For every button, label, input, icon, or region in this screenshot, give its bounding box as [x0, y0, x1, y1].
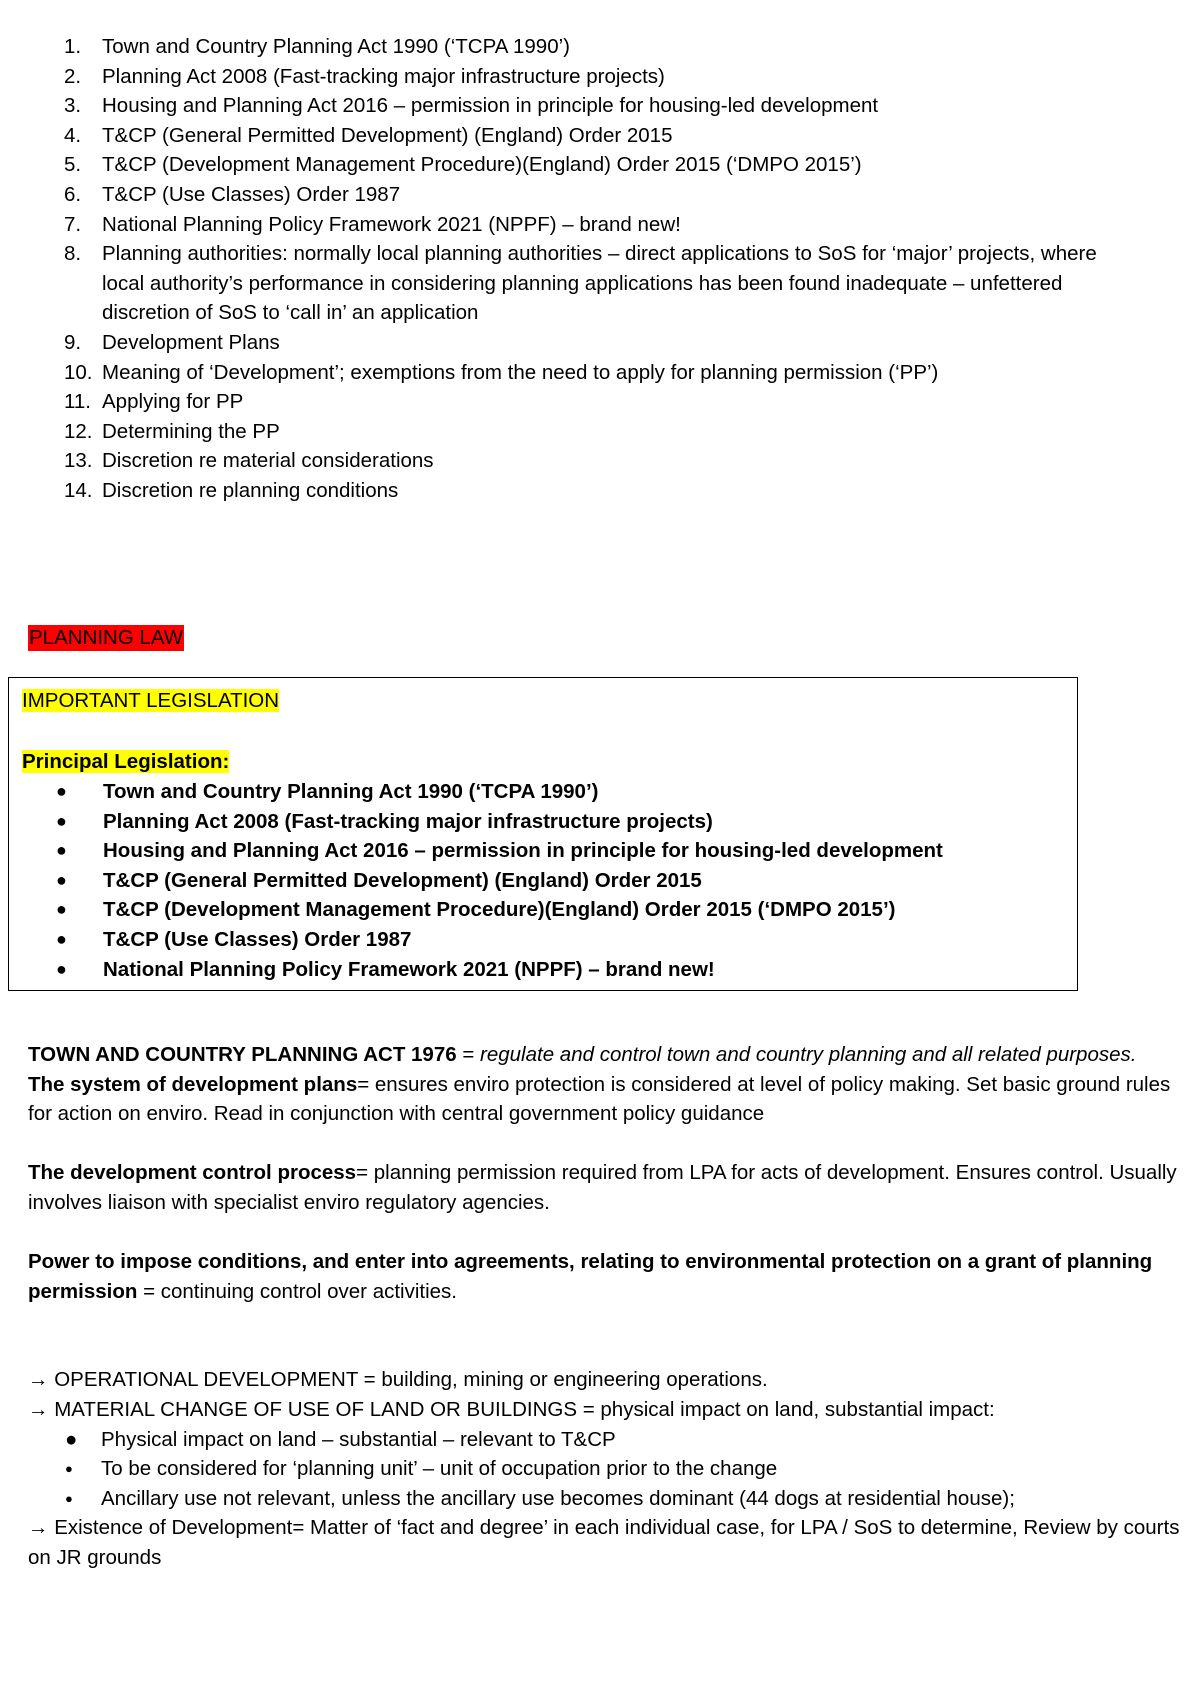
list-item: 1. Town and Country Planning Act 1990 (‘TCPA 1990’) — [64, 35, 570, 58]
list-item: 13. Discretion re material considerations — [64, 449, 434, 473]
bullet-icon: ● — [56, 958, 67, 979]
list-item: 8. Planning authorities: normally local planning authorities – direct applications to SoS for ‘major’ projects, where local authority’s performance in considering planning applications has been found inadequate – unfettered discretion of SoS to ‘call in’ an application — [64, 242, 1097, 325]
numbered-list — [64, 32, 1144, 506]
list-item: ● Physical impact on land – substantial – relevant to T&CP — [65, 1425, 1188, 1455]
bullet-icon: ● — [65, 1490, 73, 1506]
legislation-subheading: Principal Legislation: — [22, 750, 230, 773]
arrow-icon: → — [28, 1368, 49, 1392]
paragraph: → Existence of Development= Matter of ‘fact and degree’ in each individual case, for LPA / SoS to determine, Review by courts on JR grounds — [28, 1516, 1180, 1569]
legislation-box — [8, 677, 1078, 991]
bullet-icon: ● — [56, 810, 67, 831]
paragraph: TOWN AND COUNTRY PLANNING ACT 1976 = regulate and control town and country planning and all related purposes. — [28, 1043, 1137, 1066]
sub-list — [28, 1425, 1188, 1514]
bullet-icon: ● — [56, 899, 67, 920]
list-item: ● Housing and Planning Act 2016 – permission in principle for housing-led development — [56, 836, 943, 866]
section-banner: PLANNING LAW — [29, 626, 184, 649]
legislation-list — [56, 777, 943, 984]
list-item: 14. Discretion re planning conditions — [64, 478, 399, 502]
list-item: 6. T&CP (Use Classes) Order 1987 — [64, 182, 401, 206]
list-item: 5. T&CP (Development Management Procedure)(England) Order 2015 (‘DMPO 2015’) — [64, 153, 862, 177]
list-item: ● Ancillary use not relevant, unless the ancillary use becomes dominant (44 dogs at residential house); — [65, 1484, 1188, 1514]
list-item: 2. Planning Act 2008 (Fast-tracking major infrastructure projects) — [64, 64, 665, 88]
list-item: 10. Meaning of ‘Development’; exemptions from the need to apply for planning permission (‘PP’) — [64, 360, 939, 384]
paragraph: The system of development plans= ensures enviro protection is considered at level of policy making. Set basic ground rules for action on enviro. Read in conjunction with central government policy guidance — [28, 1072, 1171, 1126]
list-item: 11. Applying for PP — [64, 390, 244, 414]
list-item: 3. Housing and Planning Act 2016 – permission in principle for housing-led development — [64, 94, 879, 118]
paragraph: The development control process= planning permission required from LPA for acts of development. Ensures control. Usually involves liaison with specialist enviro regulatory agencies. — [28, 1161, 1177, 1214]
paragraph: → OPERATIONAL DEVELOPMENT = building, mining or engineering operations. — [28, 1368, 768, 1392]
list-item: ● T&CP (Use Classes) Order 1987 — [56, 925, 943, 955]
arrow-icon: → — [28, 1397, 49, 1421]
paragraph: Power to impose conditions, and enter into agreements, relating to environmental protection on a grant of planning permission = continuing control over activities. — [28, 1250, 1153, 1303]
bullet-icon: ● — [65, 1461, 73, 1477]
list-item: ● Town and Country Planning Act 1990 (‘TCPA 1990’) — [56, 777, 943, 807]
list-item: ● T&CP (Development Management Procedure)(England) Order 2015 (‘DMPO 2015’) — [56, 895, 943, 925]
list-item: ● Planning Act 2008 (Fast-tracking major infrastructure projects) — [56, 807, 943, 837]
list-item: 4. T&CP (General Permitted Development) (England) Order 2015 — [64, 123, 673, 147]
bullet-icon: ● — [56, 928, 67, 949]
paragraph: → MATERIAL CHANGE OF USE OF LAND OR BUILDINGS = physical impact on land, substantial impact: — [28, 1397, 995, 1421]
body-text — [28, 1040, 1188, 1573]
list-item: 9. Development Plans — [64, 330, 280, 354]
arrow-icon: → — [28, 1516, 49, 1540]
bullet-icon: ● — [65, 1427, 78, 1451]
list-item: ● National Planning Policy Framework 2021 (NPPF) – brand new! — [56, 955, 943, 985]
list-item: ● To be considered for ‘planning unit’ – unit of occupation prior to the change — [65, 1454, 1188, 1484]
bullet-icon: ● — [56, 781, 67, 801]
legislation-heading: IMPORTANT LEGISLATION — [22, 689, 280, 712]
list-item: 12. Determining the PP — [64, 419, 280, 443]
bullet-icon: ● — [56, 840, 67, 861]
list-item: ● T&CP (General Permitted Development) (England) Order 2015 — [56, 866, 943, 896]
list-item: 7. National Planning Policy Framework 2021 (NPPF) – brand new! — [64, 212, 681, 236]
bullet-icon: ● — [56, 869, 67, 890]
